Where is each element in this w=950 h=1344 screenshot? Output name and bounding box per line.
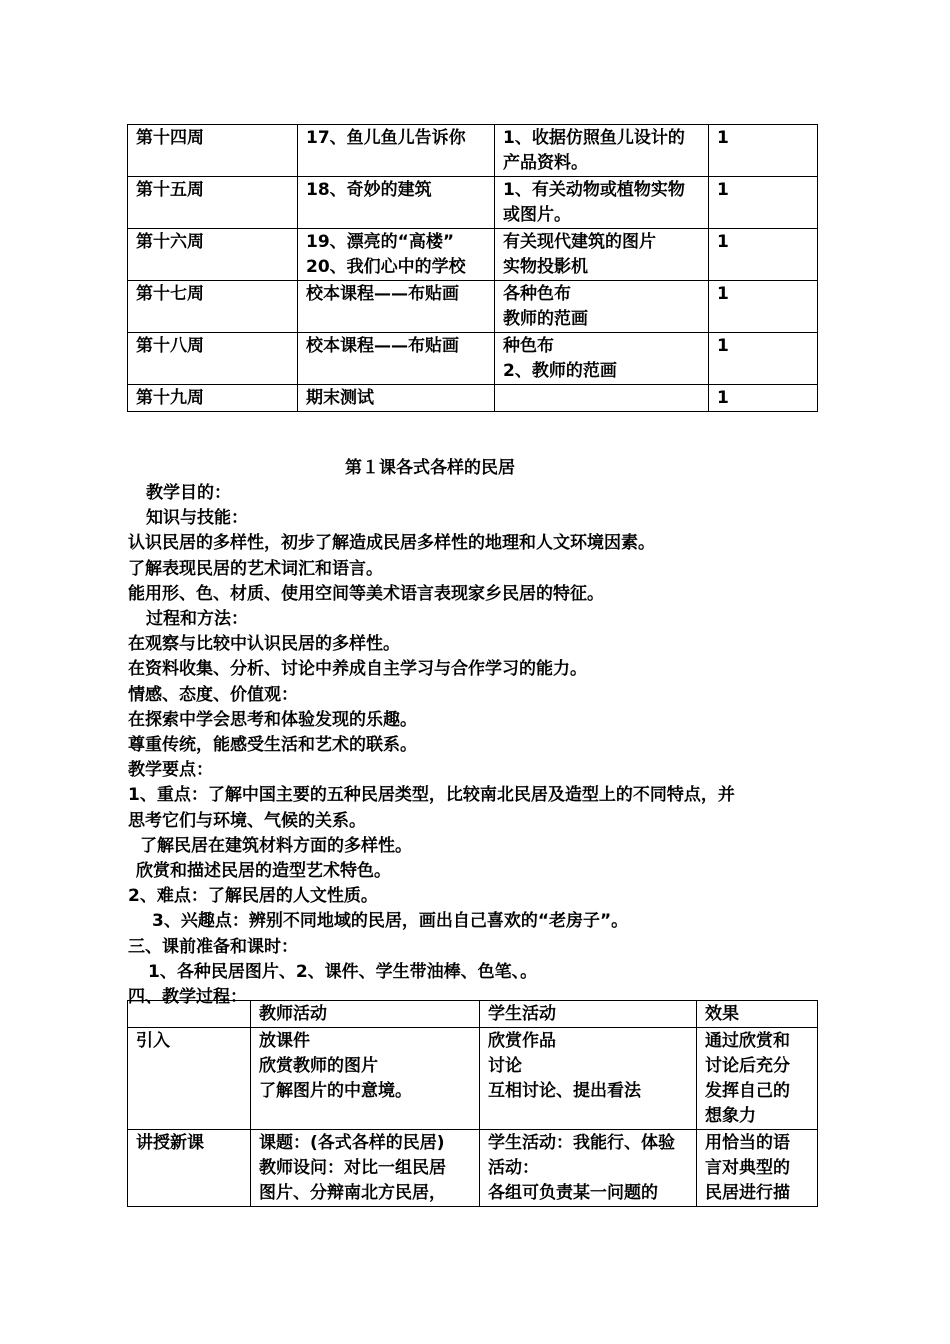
week-cell <box>128 333 298 385</box>
lesson-cell-line: 校本课程——布贴画 <box>306 336 459 356</box>
process-row <box>128 1130 818 1207</box>
text-line: 在资料收集、分析、讨论中养成自主学习与合作学习的能力。 <box>128 659 587 680</box>
prep-cell-line: 有关现代建筑的图片 <box>503 232 656 252</box>
prep-cell <box>495 385 709 412</box>
teacher-activity-cell-line: 放课件 <box>259 1031 310 1051</box>
student-activity-cell-line: 活动： <box>488 1158 539 1178</box>
prep-cell-line: 1、有关动物或植物实物 <box>503 180 685 200</box>
week-cell-line: 第十五周 <box>136 180 204 200</box>
lesson-cell <box>298 229 495 281</box>
hours-cell-line: 1 <box>717 180 729 200</box>
stage-cell-line: 引入 <box>136 1031 170 1051</box>
hours-cell-line: 1 <box>717 284 729 304</box>
hours-cell-line: 1 <box>717 388 729 408</box>
lesson-plan-body <box>128 481 818 1010</box>
prep-cell-line: 实物投影机 <box>503 257 588 277</box>
prep-cell-line: 1、收据仿照鱼儿设计的 <box>503 128 685 148</box>
teacher-activity-cell-line: 欣赏教师的图片 <box>259 1056 378 1076</box>
text-line: 欣赏和描述民居的造型艺术特色。 <box>136 861 391 882</box>
lesson-cell <box>298 333 495 385</box>
prep-cell-line: 种色布 <box>503 336 554 356</box>
section-heading: 教学要点： <box>128 760 213 781</box>
hours-cell-line: 1 <box>717 128 729 148</box>
hours-cell <box>709 125 818 177</box>
process-header-cell-line: 学生活动 <box>488 1004 556 1024</box>
section-heading: 四、教学过程： <box>128 987 247 1008</box>
prep-cell-line: 2、教师的范画 <box>503 361 617 381</box>
teacher-activity-cell-line: 了解图片的中意境。 <box>259 1081 412 1101</box>
student-activity-cell-line: 互相讨论、提出看法 <box>488 1081 641 1101</box>
text-line: 思考它们与环境、气候的关系。 <box>128 810 366 831</box>
effect-cell-line: 用恰当的语 <box>705 1133 790 1153</box>
process-table <box>127 1000 818 1207</box>
prep-cell-line: 各种色布 <box>503 284 571 304</box>
subsection-heading: 过程和方法： <box>146 609 248 630</box>
section-heading: 三、课前准备和课时： <box>128 936 298 957</box>
effect-cell-line: 民居进行描 <box>705 1183 790 1203</box>
prep-cell-line: 产品资料。 <box>503 153 588 173</box>
hours-cell <box>709 229 818 281</box>
schedule-row <box>128 125 818 177</box>
text-line: 在探索中学会思考和体验发现的乐趣。 <box>128 709 417 730</box>
stage-cell-line: 讲授新课 <box>136 1133 204 1153</box>
week-cell-line: 第十七周 <box>136 284 204 304</box>
hours-cell-line: 1 <box>717 336 729 356</box>
process-header-cell <box>480 1001 697 1028</box>
lesson-cell <box>298 177 495 229</box>
text-line: 1、重点：了解中国主要的五种民居类型，比较南北民居及造型上的不同特点，并 <box>128 785 735 806</box>
lesson-cell <box>298 281 495 333</box>
process-table-body <box>128 1001 818 1207</box>
effect-cell-line: 发挥自己的 <box>705 1081 790 1101</box>
teacher-activity-cell <box>251 1028 480 1130</box>
student-activity-cell <box>480 1130 697 1207</box>
prep-cell <box>495 333 709 385</box>
text-line: 尊重传统，能感受生活和艺术的联系。 <box>128 735 417 756</box>
hours-cell <box>709 385 818 412</box>
prep-cell <box>495 177 709 229</box>
process-header-cell <box>697 1001 818 1028</box>
prep-cell-line: 或图片。 <box>503 205 571 225</box>
process-row <box>128 1028 818 1130</box>
lesson-cell-line: 18、奇妙的建筑 <box>306 180 432 200</box>
schedule-row <box>128 229 818 281</box>
text-line: 认识民居的多样性，初步了解造成民居多样性的地理和人文环境因素。 <box>128 533 655 554</box>
effect-cell-line: 言对典型的 <box>705 1158 790 1178</box>
week-cell <box>128 281 298 333</box>
student-activity-cell-line: 学生活动：我能行、体验 <box>488 1133 675 1153</box>
hours-cell <box>709 281 818 333</box>
effect-cell-line: 想象力 <box>705 1106 756 1126</box>
week-cell <box>128 385 298 412</box>
hours-cell <box>709 333 818 385</box>
stage-cell <box>128 1028 251 1130</box>
teacher-activity-cell <box>251 1130 480 1207</box>
schedule-table <box>127 124 818 412</box>
prep-cell-line: 教师的范画 <box>503 309 588 329</box>
student-activity-cell <box>480 1028 697 1130</box>
prep-cell-line <box>503 386 700 411</box>
teacher-activity-cell-line: 课题：(各式各样的民居) <box>259 1133 445 1153</box>
schedule-table-body <box>128 125 818 412</box>
text-line: 2、难点：了解民居的人文性质。 <box>128 886 378 907</box>
text-line: 能用形、色、材质、使用空间等美术语言表现家乡民居的特征。 <box>128 583 604 604</box>
teacher-activity-cell-line: 教师设问：对比一组民居 <box>259 1158 446 1178</box>
week-cell <box>128 229 298 281</box>
schedule-row <box>128 281 818 333</box>
week-cell-line: 第十八周 <box>136 336 204 356</box>
process-header-cell-line: 教师活动 <box>259 1004 327 1024</box>
process-header-cell <box>251 1001 480 1028</box>
prep-cell <box>495 229 709 281</box>
prep-cell <box>495 281 709 333</box>
teacher-activity-cell-line: 图片、分辩南北方民居， <box>259 1183 446 1203</box>
lesson-cell-line: 期末测试 <box>306 388 374 408</box>
section-heading: 教学目的： <box>146 483 231 503</box>
process-header-cell <box>128 1001 251 1028</box>
week-cell-line: 第十四周 <box>136 128 204 148</box>
process-header-row <box>128 1001 818 1028</box>
lesson-cell <box>298 125 495 177</box>
student-activity-cell-line: 讨论 <box>488 1056 522 1076</box>
lesson-cell-line: 20、我们心中的学校 <box>306 257 466 277</box>
effect-cell <box>697 1028 818 1130</box>
hours-cell-line: 1 <box>717 232 729 252</box>
text-line: 在观察与比较中认识民居的多样性。 <box>128 634 400 655</box>
text-line: 3、兴趣点：辨别不同地域的民居，画出自己喜欢的“老房子”。 <box>152 911 629 932</box>
stage-cell <box>128 1130 251 1207</box>
effect-cell <box>697 1130 818 1207</box>
week-cell-line: 第十六周 <box>136 232 204 252</box>
lesson-cell-line: 校本课程——布贴画 <box>306 284 459 304</box>
lesson-cell <box>298 385 495 412</box>
student-activity-cell-line: 欣赏作品 <box>488 1031 556 1051</box>
lesson-cell-line: 17、鱼儿鱼儿告诉你 <box>306 128 466 148</box>
schedule-row <box>128 385 818 412</box>
student-activity-cell-line: 各组可负责某一问题的 <box>488 1183 658 1203</box>
lesson-cell-line: 19、漂亮的“高楼” <box>306 232 455 252</box>
hours-cell <box>709 177 818 229</box>
schedule-row <box>128 333 818 385</box>
week-cell <box>128 177 298 229</box>
text-line: 了解表现民居的艺术词汇和语言。 <box>128 558 383 579</box>
text-line: 1、各种民居图片、2、课件、学生带油棒、色笔、。 <box>148 961 538 982</box>
effect-cell-line: 通过欣赏和 <box>705 1031 790 1051</box>
effect-cell-line: 讨论后充分 <box>705 1056 790 1076</box>
lesson-title-text: 第１课各式各样的民居 <box>345 458 515 478</box>
prep-cell <box>495 125 709 177</box>
subsection-heading: 情感、态度、价值观： <box>128 684 298 705</box>
lesson-title <box>0 456 950 481</box>
schedule-row <box>128 177 818 229</box>
process-header-cell-line: 效果 <box>705 1004 739 1024</box>
week-cell <box>128 125 298 177</box>
subsection-heading: 知识与技能： <box>146 508 248 529</box>
text-line: 了解民居在建筑材料方面的多样性。 <box>140 835 412 856</box>
process-header-cell-line <box>136 1002 244 1027</box>
week-cell-line: 第十九周 <box>136 388 204 408</box>
